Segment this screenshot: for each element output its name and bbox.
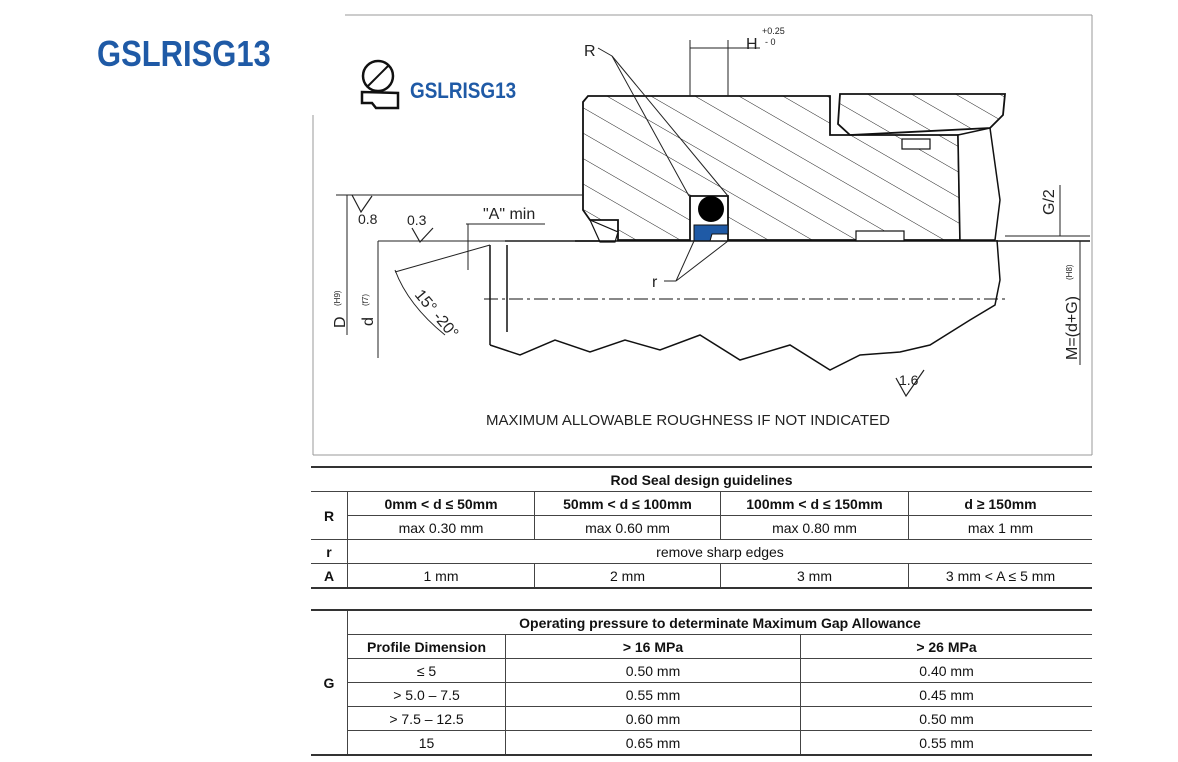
table-cell: 0.50 mm xyxy=(506,659,801,683)
table-row xyxy=(311,731,1092,756)
column-header: Profile Dimension xyxy=(348,635,506,659)
column-header: > 16 MPa xyxy=(506,635,801,659)
label-d-fit: (f7) xyxy=(361,294,370,306)
housing xyxy=(583,94,1005,242)
table-row xyxy=(311,635,1092,659)
label-R: R xyxy=(584,43,596,60)
label-G2: G/2 xyxy=(1041,189,1058,215)
roughness-note: MAXIMUM ALLOWABLE ROUGHNESS IF NOT INDICATED xyxy=(486,412,890,429)
table-cell: max 0.80 mm xyxy=(721,516,909,540)
profile-label: GSLRISG13 xyxy=(410,78,517,104)
column-header: > 26 MPa xyxy=(801,635,1093,659)
table-cell: 0.45 mm xyxy=(801,683,1093,707)
table-cell: 2 mm xyxy=(535,564,721,589)
table-cell: max 1 mm xyxy=(909,516,1093,540)
table-cell: > 5.0 – 7.5 xyxy=(348,683,506,707)
column-header: 100mm < d ≤ 150mm xyxy=(721,492,909,516)
label-M-fit: (H8) xyxy=(1065,264,1074,280)
table-cell: ≤ 5 xyxy=(348,659,506,683)
table-cell: 0.55 mm xyxy=(801,731,1093,756)
label-r: r xyxy=(652,274,658,291)
symbol-A: A xyxy=(311,564,348,589)
label-roughness-08: 0.8 xyxy=(358,211,378,227)
table-cell: 1 mm xyxy=(348,564,535,589)
rod-seal-guidelines-table xyxy=(311,466,1092,589)
table-row xyxy=(311,683,1092,707)
table-title-row xyxy=(311,467,1092,492)
table-cell: > 7.5 – 12.5 xyxy=(348,707,506,731)
symbol-G: G xyxy=(311,610,348,755)
table-cell: 3 mm xyxy=(721,564,909,589)
table-cell: max 0.30 mm xyxy=(348,516,535,540)
page-title: GSLRISG13 xyxy=(97,33,271,74)
profile-icon xyxy=(362,61,398,108)
label-H: H xyxy=(746,36,758,53)
label-M: M=(d+G) xyxy=(1064,295,1081,360)
table-cell: 0.60 mm xyxy=(506,707,801,731)
label-H-tol-lower: - 0 xyxy=(765,37,776,47)
label-angle: 15° -20° xyxy=(410,286,462,343)
table-row xyxy=(311,707,1092,731)
column-header: d ≥ 150mm xyxy=(909,492,1093,516)
table-row xyxy=(311,540,1092,564)
label-D-fit: (H9) xyxy=(333,290,342,306)
label-d: d xyxy=(360,317,377,326)
symbol-r: r xyxy=(311,540,348,564)
table-cell: 3 mm < A ≤ 5 mm xyxy=(909,564,1093,589)
label-roughness-16: 1.6 xyxy=(899,372,919,388)
table-cell: 0.65 mm xyxy=(506,731,801,756)
table-cell: remove sharp edges xyxy=(348,540,1093,564)
table-cell: 0.40 mm xyxy=(801,659,1093,683)
seal xyxy=(694,196,728,241)
table-row xyxy=(311,564,1092,589)
symbol-R: R xyxy=(311,492,348,540)
table-cell: max 0.60 mm xyxy=(535,516,721,540)
label-A-min: "A" min xyxy=(483,206,536,223)
column-header: 0mm < d ≤ 50mm xyxy=(348,492,535,516)
gap-allowance-table xyxy=(311,609,1092,756)
label-D: D xyxy=(332,316,349,328)
table-cell: 0.55 mm xyxy=(506,683,801,707)
table-row xyxy=(311,492,1092,516)
table-row xyxy=(311,659,1092,683)
column-header: 50mm < d ≤ 100mm xyxy=(535,492,721,516)
label-H-tol-upper: +0.25 xyxy=(762,26,785,36)
table-title: Rod Seal design guidelines xyxy=(311,467,1092,492)
table-row xyxy=(311,516,1092,540)
label-roughness-03: 0.3 xyxy=(407,212,427,228)
table-cell: 15 xyxy=(348,731,506,756)
table-title-row xyxy=(311,610,1092,635)
table-cell: 0.50 mm xyxy=(801,707,1093,731)
table-title: Operating pressure to determinate Maximum Gap Allowance xyxy=(348,610,1093,635)
rod xyxy=(484,240,1090,370)
